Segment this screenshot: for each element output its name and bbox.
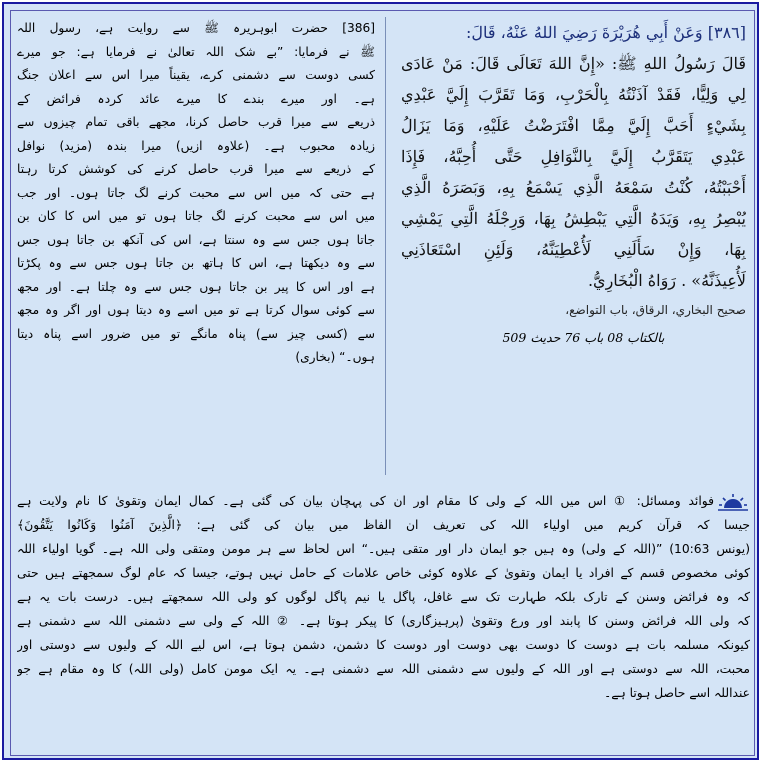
hadith-reference: صحيح البخاري، الرقاق، باب التواضع،: [565, 303, 746, 317]
benefits-line: کہ ولی اللہ فرائض وسنن کا پابند اور ورع وتقویٰ (پرہیزگاری) کا پیکر ہوتا ہے۔ ② اللہ کے ولی سے دشمنی اللہ سے دشمنی ہے: [17, 614, 750, 628]
urdu-line: کسی دوست سے دشمنی کرے، یقیناً میرا اس سے اعلان جنگ: [17, 68, 375, 82]
arabic-line: بِهَا، وَإِنْ سَأَلَنِي لَأُعْطِيَنَّهُ، وَلَئِنِ اسْتَعَاذَنِي: [401, 240, 746, 259]
arabic-line: لَأُعِيذَنَّهُ» . رَوَاهُ الْبُخَارِيُّ.: [587, 271, 746, 290]
benefits-line: محبت، اللہ سے دوستی ہے اور اللہ کے ولیوں سے دشمنی اللہ سے دشمنی ہے۔ یہ ایک مومن کامل (ولی اللہ) کا وہ مقام ہے جو: [17, 662, 750, 676]
arabic-line: أَحْبَبْتُهُ، كُنْتُ سَمْعَهُ الَّذِي يَسْمَعُ بِهِ، وَبَصَرَهُ الَّذِي: [401, 178, 746, 197]
benefits-line: کوئی مخصوص قسم کے افراد یا ایمان وتقویٰ کے علاوہ کوئی خاص علامات کے حامل نہیں ہوتے، جیسا کہ عام لوگ سمجھتے ہیں حتی: [17, 566, 750, 580]
column-divider: [385, 17, 386, 475]
benefits-section: [17, 489, 750, 751]
urdu-line: ہے۔ اور میرے بندے کا میرے عائد کردہ فرائض کے: [17, 91, 375, 106]
benefits-line: عنداللہ اسے حاصل ہوتا ہے۔: [604, 686, 750, 700]
urdu-line: ذریعے سے میرا قرب حاصل کرنا، مجھے باقی تمام چیزوں سے: [17, 115, 375, 129]
urdu-line: میں اس سے محبت کرنے لگ جاتا ہوں تو میں اس کا کان بن: [17, 209, 375, 223]
arabic-line: لِي وَلِيًّا، فَقَدْ آذَنْتُهُ بِالْحَرْبِ، وَمَا تَقَرَّبَ إِلَيَّ عَبْدِي: [401, 85, 746, 104]
benefits-line: فوائد ومسائل: ① اس میں اللہ کے ولی کا مقام اور ان کی پہچان بیان کی گئی ہے۔ کمال ایمان وتقویٰ کا نام ولایت ہے: [17, 494, 714, 508]
urdu-line: جاتا ہوں جس سے وہ سنتا ہے، اس کی آنکھ بن جاتا ہوں جس: [17, 232, 375, 247]
arabic-line: قَالَ رَسُولُ اللهِ ﷺ: «إِنَّ اللهَ تَعَالَى قَالَ: مَنْ عَادَى: [401, 54, 746, 73]
urdu-line: سے (کسی چیز سے) پناہ مانگے تو میں ضرور اسے پناہ دیتا: [17, 326, 375, 341]
arabic-line: بِشَيْءٍ أَحَبَّ إِلَيَّ مِمَّا افْتَرَضْتُ عَلَيْهِ، وَمَا يَزَالُ: [401, 116, 746, 135]
urdu-line: ہے اور اس کا پیر بن جاتا ہوں جس سے وہ چلتا ہے۔ اور مجھ: [17, 279, 375, 294]
urdu-line: ہوں۔“ (بخاری): [295, 350, 375, 364]
urdu-translation-column: [17, 17, 375, 477]
urdu-line: ہے حتی کہ میں اس سے محبت کرنے لگ جاتا ہوں۔ اور جب: [17, 185, 375, 200]
urdu-line: سے کوئی سوال کرتا ہے تو میں اسے وہ دیتا ہوں اور اگر وہ مجھ: [17, 303, 375, 317]
urdu-line: ﷺ نے فرمایا: ”بے شک اللہ تعالیٰ نے فرمایا ہے: جو میرے: [17, 44, 375, 59]
benefits-line: جیسا کہ قرآن کریم میں اولیاء اللہ کی تعریف ان الفاظ میں بیان کی گئی ہے: ﴿الَّذِينَ آمَنُوا وَكَانُوا يَتَّقُونَ﴾: [17, 518, 750, 532]
benefits-line: کیونکہ مسلمہ بات ہے دوست کا دوست بھی دوست اور دوست کا دشمن، دشمن ہوتا ہے، اس لیے اللہ کے ولیوں سے دوستی اور: [17, 638, 750, 652]
benefits-line: کہ وہ فرائض وسنن کے تارک بلکہ طہارت تک سے غافل، پاگل یا نیم پاگل لوگوں کو ولی اللہ سمجھتے ہیں۔ درست بات یہ ہے: [17, 590, 750, 604]
content-panel: [10, 10, 755, 756]
urdu-line: سے وہ دیکھتا ہے، اس کا ہاتھ بن جاتا ہوں جس سے وہ پکڑتا: [17, 256, 375, 270]
urdu-line: زیادہ محبوب ہے۔ (علاوہ ازیں) میرا بندہ (مزید) نوافل: [17, 138, 375, 153]
arabic-line: عَبْدِي يَتَقَرَّبُ إِلَيَّ بِالنَّوَافِلِ حَتَّى أُحِبَّهُ، فَإِذَا: [401, 147, 746, 166]
page-frame: [2, 2, 759, 760]
arabic-line: [٣٨٦] وَعَنْ أَبِي هُرَيْرَةَ رَضِيَ اللهُ عَنْهُ، قَالَ:: [466, 23, 746, 42]
arabic-hadith-column: [401, 17, 746, 477]
hadith-number: بالکتاب 08 باب 76 حدیث 509: [502, 330, 665, 345]
urdu-line: [386] حضرت ابوہریرہ ﷺ سے روایت ہے، رسول اللہ: [17, 21, 375, 35]
benefits-line: (یونس 10:63) ”(اللہ کے ولی) وہ ہیں جو ایمان دار اور متقی ہیں۔“ اس لحاظ سے ہر مومن ومتقی ولی اللہ ہے۔ گویا اولیاء اللہ: [17, 542, 750, 556]
arabic-line: يُبْصِرُ بِهِ، وَيَدَهُ الَّتِي يَبْطِشُ بِهَا، وَرِجْلَهُ الَّتِي يَمْشِي: [401, 209, 746, 228]
urdu-line: کے ذریعے سے میرا قرب حاصل کرنے کی کوشش کرتا رہتا: [17, 162, 375, 176]
